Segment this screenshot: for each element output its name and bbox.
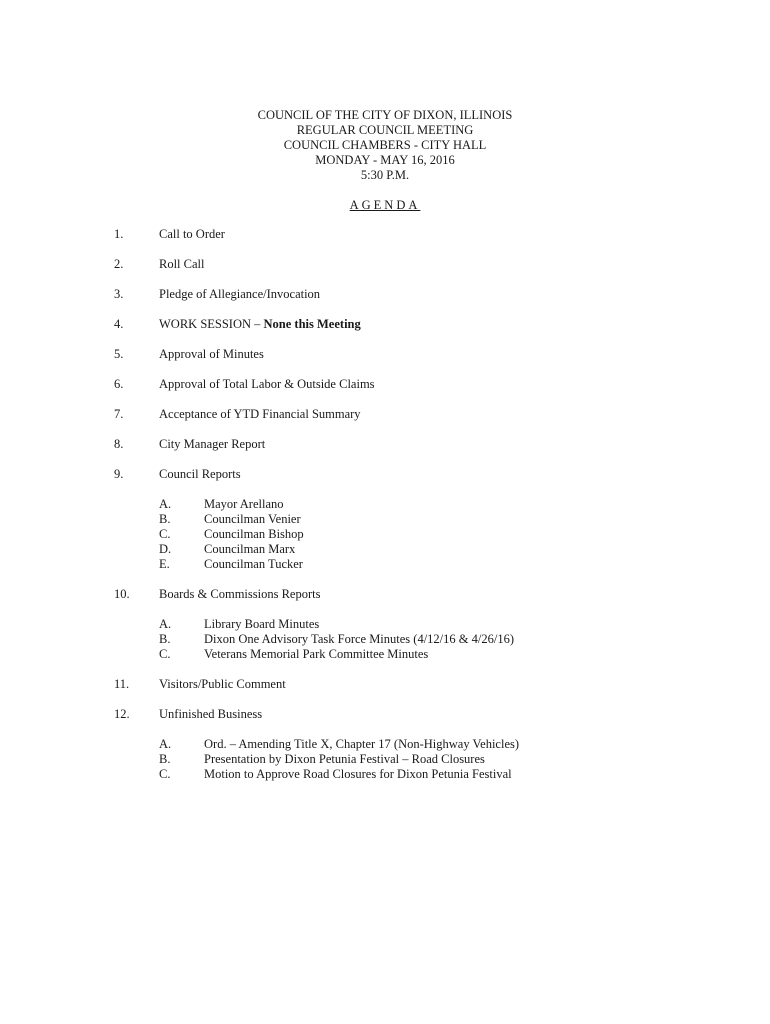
agenda-sublist	[159, 617, 674, 662]
agenda-subitem-letter: D.	[159, 542, 172, 556]
agenda-item-text: Approval of Minutes	[159, 347, 264, 361]
agenda-item-number: 12.	[114, 707, 130, 721]
agenda-item-row	[114, 467, 674, 497]
agenda-item-number: 4.	[114, 317, 124, 331]
agenda-subitem	[159, 752, 674, 767]
agenda-item-label	[159, 587, 320, 602]
agenda-subitem	[159, 632, 674, 647]
agenda-subitem-text: Veterans Memorial Park Committee Minutes	[204, 647, 429, 661]
agenda-subitem	[159, 512, 674, 527]
agenda-item-number: 6.	[114, 377, 124, 391]
agenda-subitem-letter: A.	[159, 497, 172, 511]
agenda-subitem-letter: E.	[159, 557, 170, 571]
agenda-item-number: 7.	[114, 407, 124, 421]
agenda-subitem-letter: B.	[159, 512, 171, 526]
agenda-subitem-text: Councilman Venier	[204, 512, 301, 526]
agenda-item-text: Unfinished Business	[159, 707, 263, 721]
agenda-subitem	[159, 557, 674, 572]
agenda-item-number: 2.	[114, 257, 124, 271]
agenda-item-text: Visitors/Public Comment	[159, 677, 286, 691]
agenda-subitem-text: Councilman Marx	[204, 542, 296, 556]
agenda-item-emphasis: None this Meeting	[263, 317, 361, 331]
meeting-header	[0, 108, 770, 183]
agenda-subitem	[159, 617, 674, 632]
agenda-item-label	[159, 317, 361, 332]
agenda-item-number: 3.	[114, 287, 124, 301]
agenda-item	[114, 407, 674, 437]
agenda-subitem	[159, 527, 674, 542]
agenda-item-text: Council Reports	[159, 467, 241, 481]
agenda-list	[114, 227, 674, 797]
agenda-sublist	[159, 737, 674, 782]
agenda-item-row	[114, 377, 674, 407]
agenda-title: AGENDA	[349, 198, 421, 212]
agenda-item	[114, 317, 674, 347]
agenda-item	[114, 227, 674, 257]
agenda-item-label	[159, 407, 361, 422]
agenda-item-row	[114, 287, 674, 317]
agenda-item-text: City Manager Report	[159, 437, 266, 451]
agenda-subitem-letter: A.	[159, 617, 172, 631]
agenda-item-number: 5.	[114, 347, 124, 361]
agenda-item-number: 9.	[114, 467, 124, 481]
agenda-item-text: Approval of Total Labor & Outside Claims	[159, 377, 375, 391]
agenda-subitem-letter: C.	[159, 647, 171, 661]
agenda-item	[114, 287, 674, 317]
agenda-subitem	[159, 737, 674, 752]
agenda-item-label	[159, 227, 225, 242]
agenda-subitem-text: Councilman Tucker	[204, 557, 303, 571]
agenda-item-number: 1.	[114, 227, 124, 241]
agenda-item-label	[159, 437, 265, 452]
agenda-spacer	[114, 662, 674, 677]
agenda-item-label	[159, 287, 320, 302]
agenda-item-text: Boards & Commissions Reports	[159, 587, 321, 601]
agenda-item	[114, 347, 674, 377]
agenda-item	[114, 467, 674, 587]
agenda-item-row	[114, 707, 674, 737]
agenda-item-label	[159, 707, 262, 722]
agenda-item-number: 8.	[114, 437, 124, 451]
agenda-item-label	[159, 377, 375, 392]
agenda-subitem	[159, 767, 674, 782]
agenda-subitem-text: Ord. – Amending Title X, Chapter 17 (Non-Highway Vehicles)	[204, 737, 520, 751]
agenda-subitem-text: Presentation by Dixon Petunia Festival – Road Closures	[204, 752, 485, 766]
agenda-item	[114, 437, 674, 467]
header-date: MONDAY - MAY 16, 2016	[315, 153, 455, 167]
agenda-item	[114, 707, 674, 797]
agenda-subitem-letter: A.	[159, 737, 172, 751]
agenda-item-row	[114, 227, 674, 257]
agenda-subitem	[159, 497, 674, 512]
agenda-item-text: Acceptance of YTD Financial Summary	[159, 407, 361, 421]
agenda-subitem-text: Councilman Bishop	[204, 527, 304, 541]
agenda-subitem-letter: C.	[159, 527, 171, 541]
agenda-item-label	[159, 347, 264, 362]
agenda-subitem	[159, 647, 674, 662]
agenda-subitem-text: Dixon One Advisory Task Force Minutes (4/12/16 & 4/26/16)	[204, 632, 514, 646]
agenda-subitem-text: Mayor Arellano	[204, 497, 284, 511]
agenda-item-row	[114, 587, 674, 617]
agenda-item-row	[114, 257, 674, 287]
agenda-item	[114, 587, 674, 677]
agenda-subitem-letter: C.	[159, 767, 171, 781]
agenda-item-row	[114, 677, 674, 707]
agenda-item-label	[159, 677, 286, 692]
agenda-item	[114, 257, 674, 287]
header-location: COUNCIL CHAMBERS - CITY HALL	[283, 138, 487, 152]
agenda-subitem-text: Library Board Minutes	[204, 617, 320, 631]
header-council-name: COUNCIL OF THE CITY OF DIXON, ILLINOIS	[257, 108, 513, 122]
agenda-subitem-text: Motion to Approve Road Closures for Dixon Petunia Festival	[204, 767, 512, 781]
agenda-subitem	[159, 542, 674, 557]
agenda-item	[114, 377, 674, 407]
agenda-spacer	[114, 782, 674, 797]
agenda-item	[114, 677, 674, 707]
agenda-item-row	[114, 317, 674, 347]
agenda-item-label	[159, 257, 205, 272]
agenda-item-row	[114, 437, 674, 467]
agenda-subitem-letter: B.	[159, 752, 171, 766]
agenda-item-text: Roll Call	[159, 257, 205, 271]
header-meeting-type: REGULAR COUNCIL MEETING	[296, 123, 474, 137]
agenda-sublist	[159, 497, 674, 572]
agenda-item-text: Pledge of Allegiance/Invocation	[159, 287, 321, 301]
agenda-item-row	[114, 407, 674, 437]
agenda-item-number: 10.	[114, 587, 130, 601]
agenda-spacer	[114, 572, 674, 587]
header-time: 5:30 P.M.	[360, 168, 410, 182]
agenda-item-text: WORK SESSION –	[159, 317, 264, 331]
agenda-subitem-letter: B.	[159, 632, 171, 646]
agenda-item-number: 11.	[114, 677, 130, 691]
agenda-item-row	[114, 347, 674, 377]
agenda-item-text: Call to Order	[159, 227, 225, 241]
agenda-item-label	[159, 467, 241, 482]
